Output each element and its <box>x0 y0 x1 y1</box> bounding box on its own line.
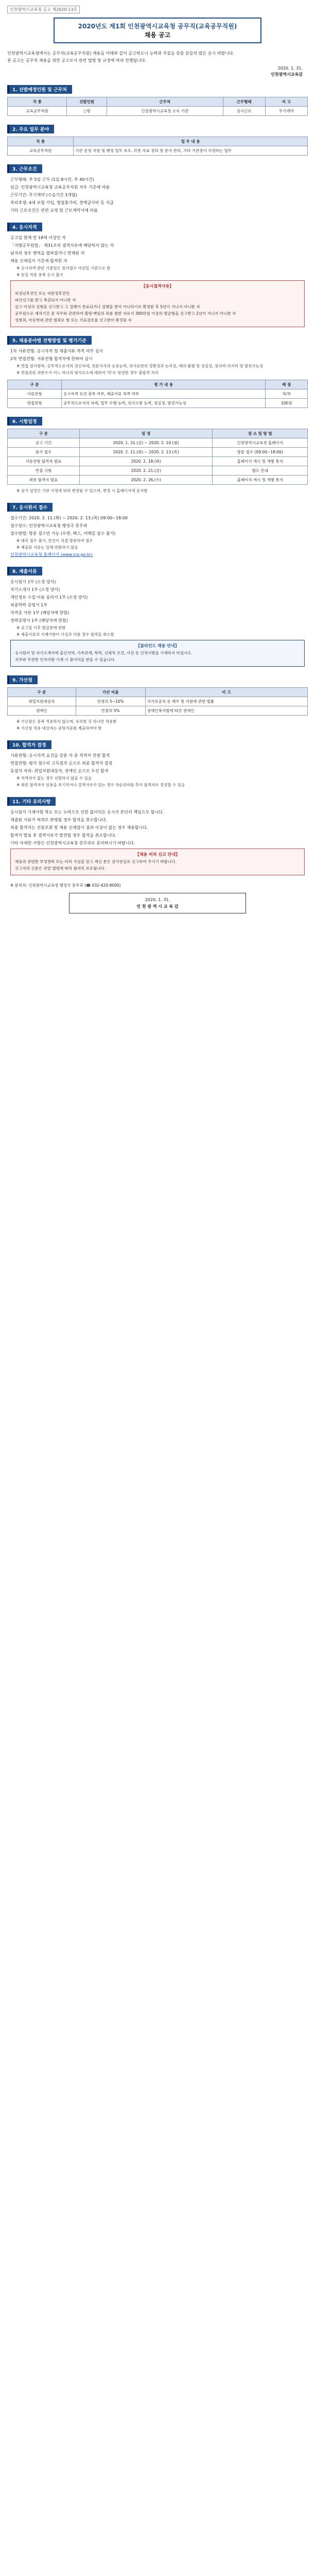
note-line: ※ 가산점은 중복 적용하지 않으며, 유리한 것 하나만 적용함 <box>16 719 117 724</box>
list-item: 2차 면접전형: 서류전형 합격자에 한하여 실시 <box>10 357 93 361</box>
table-header: 구 분 <box>8 688 76 697</box>
section-title: 1. 선발예정인원 및 근무처 <box>7 85 72 94</box>
table-cell: 공고 기간 <box>8 438 80 448</box>
table-header: 업 무 내 용 <box>74 137 308 146</box>
table-header: 가산 비율 <box>76 688 145 697</box>
note-line: ※ 가산점 적용 대상자는 증빙서류를 제출하여야 함 <box>16 726 102 731</box>
box-line: 공무원으로 재직기간 중 직무와 관련하여 횡령·배임의 죄를 범한 자로서 300만원 이상의 벌금형을 선고받고 2년이 지나지 아니한 자 <box>15 311 236 316</box>
schedule-table <box>7 429 308 485</box>
table-row <box>8 448 308 457</box>
note-line: ※ 최종 합격자가 임용을 포기하거나 결격사유가 있는 경우 차순위자를 추가 합격자로 결정할 수 있음 <box>16 783 185 787</box>
box-title: 【블라인드 채용 안내】 <box>136 643 179 648</box>
box-line: 직무와 무관한 인적사항 기재 시 불이익을 받을 수 있습니다. <box>15 657 116 662</box>
section-eligibility <box>7 221 308 327</box>
note-line: ※ 공고일 이후 발급분에 한함 <box>16 625 66 630</box>
note-line: ※ 제출된 서류는 일체 반환하지 않음 <box>16 545 78 550</box>
hiring-quota-table <box>7 97 308 116</box>
table-cell: 국가유공자 등 예우 및 지원에 관한 법률 <box>145 697 307 706</box>
intro-text <box>7 50 308 64</box>
table-cell: 서류전형 <box>8 389 62 399</box>
table-cell: 홈페이지 게시 및 개별 통지 <box>213 476 308 485</box>
section-title: 3. 근무조건 <box>7 164 42 173</box>
signatory: 인 천 광 역 시 교 육 감 <box>136 904 179 909</box>
table-header: 구 분 <box>8 380 62 389</box>
section-title: 11. 기타 유의사항 <box>7 797 56 806</box>
list-item: 경력증명서 1부 (해당자에 한함) <box>10 618 68 623</box>
list-item: 자기소개서 1부 (소정 양식) <box>10 587 60 592</box>
website-link[interactable]: 인천광역시교육청 홈페이지 (www.ice.go.kr) <box>10 552 93 557</box>
table-cell: 만점의 5% <box>76 706 145 716</box>
list-item: 기타 자세한 사항은 인천광역시교육청 총무과로 문의하시기 바랍니다. <box>10 841 135 845</box>
section-title: 5. 채용분야별 전형방법 및 평가기준 <box>7 336 92 345</box>
section-bonus-points <box>7 674 308 732</box>
list-item: 개인정보 수집·이용 동의서 1부 (소정 양식) <box>10 595 88 600</box>
section-final-decision <box>7 739 308 788</box>
list-item: 근무형태: 주 5일 근무 (1일 8시간, 주 40시간) <box>10 177 94 182</box>
list-item: 응시원서 1부 (소정 양식) <box>10 580 56 584</box>
box-line: 채용과 관련한 부정청탁 또는 비리 사실을 알고 계신 분은 감사관실로 신고하여 주시기 바랍니다. <box>15 859 177 864</box>
duties-table <box>7 137 308 156</box>
table-cell: 2020. 2. 11.(화) ~ 2020. 2. 13.(목) <box>79 448 213 457</box>
list-item: 면접전형: 평가 점수의 고득점자 순으로 최종 합격자 결정 <box>10 761 113 766</box>
list-item: 자격증 사본 1부 (해당자에 한함) <box>10 611 69 615</box>
intro-paragraph: 인천광역시교육청에서는 공무직(교육공무직원) 채용을 아래와 같이 공고하오니 능력과 자질을 갖춘 분들의 많은 응시 바랍니다. <box>7 51 235 56</box>
table-cell: 적/부 <box>266 389 308 399</box>
table-row <box>8 438 308 448</box>
table-cell: 무기계약 <box>265 107 307 116</box>
announcement-number: 인천광역시교육청 공고 제2020-13호 <box>7 6 80 13</box>
section-title: 2. 주요 업무 분야 <box>7 125 54 133</box>
closing-date: 2020. 1. 31. <box>145 897 170 902</box>
note-line: ※ 대리 접수 불가, 본인이 직접 방문하여 접수 <box>16 538 93 543</box>
table-cell: 서류전형 합격자 발표 <box>8 457 80 466</box>
announcement-date: 2020. 1. 31. <box>277 66 303 71</box>
section-application <box>7 501 308 558</box>
table-cell: 100점 <box>266 399 308 408</box>
table-header: 장 소 및 방 법 <box>213 429 308 438</box>
list-item: 합격자 발표 후 결격사유가 발견될 경우 합격을 취소합니다. <box>10 833 116 838</box>
note-line: ※ 제출서류의 기재사항이 사실과 다를 경우 합격을 취소함 <box>16 632 114 637</box>
note-line: ※ 면접 평가항목: 공무직으로서의 정신자세, 전문지식과 응용능력, 의사표현의 정확성과 논리성, 예의·품행 및 성실성, 창의력·의지력 및 발전가능성 <box>16 364 264 368</box>
table-header: 비 고 <box>145 688 307 697</box>
bonus-table <box>7 687 308 716</box>
disqualification-box <box>10 280 305 327</box>
list-item: 기타 근로조건은 관련 규정 및 근로계약서에 따름 <box>10 208 98 213</box>
table-cell: 취업지원대상자 <box>8 697 76 706</box>
list-item: 접수기간: 2020. 2. 11.(화) ~ 2020. 2. 13.(목) 09:00~18:00 <box>10 516 128 520</box>
table-cell: 인천광역시교육청 소속 기관 <box>107 107 223 116</box>
list-item: 채용 신체검사 기준에 합격한 자 <box>10 259 67 263</box>
table-cell: 방문 접수 (09:00~18:00) <box>213 448 308 457</box>
box-line: 파산선고를 받고 복권되지 아니한 자 <box>15 298 76 302</box>
box-title: 【응시결격사유】 <box>141 284 174 289</box>
box-line: 성범죄, 아동학대 관련 범죄로 형 또는 치료감호를 선고받아 확정된 자 <box>15 318 132 323</box>
table-cell: 교육공무직원 <box>8 107 67 116</box>
section-documents <box>7 565 308 667</box>
note-line: ※ 적격자가 없는 경우 선발하지 않을 수 있음 <box>16 776 92 781</box>
table-cell: 기관 운영 지원 및 행정 업무 보조, 각종 자료 정리 및 문서 관리, 기타 기관장이 지정하는 업무 <box>74 146 308 156</box>
section-notes <box>7 795 308 875</box>
list-item: 남자의 경우 병역을 필하였거나 면제된 자 <box>10 251 85 256</box>
table-row <box>8 476 308 485</box>
intro-paragraph: 본 공고는 공무직 채용을 위한 공고로서 관련 법령 및 규정에 따라 진행됩니다. <box>7 58 147 63</box>
table-cell: 2020. 2. 26.(수) <box>79 476 213 485</box>
table-cell: ○명 <box>67 107 107 116</box>
table-row <box>8 466 308 476</box>
table-cell: 2020. 1. 31.(금) ~ 2020. 2. 10.(월) <box>79 438 213 448</box>
signature-box <box>69 893 246 913</box>
table-cell: 홈페이지 게시 및 개별 통지 <box>213 457 308 466</box>
table-cell: 만점의 5~10% <box>76 697 145 706</box>
table-row <box>8 107 308 116</box>
table-header: 일 정 <box>79 429 213 438</box>
note-line: ※ 동일 직종 중복 응시 불가 <box>16 273 63 277</box>
table-cell: 별도 안내 <box>213 466 308 476</box>
issuing-agency: 인천광역시교육감 <box>271 72 303 77</box>
list-item: 접수방법: 방문 접수만 가능 (우편, 팩스, 이메일 접수 불가) <box>10 531 116 536</box>
table-cell: 상시근로 <box>223 107 265 116</box>
box-title: 【채용 비리 신고 안내】 <box>135 852 180 857</box>
table-header: 직 종 <box>8 97 67 107</box>
table-row <box>8 697 308 706</box>
report-box <box>10 849 305 875</box>
table-header: 비 고 <box>265 97 307 107</box>
list-item: 서류전형: 응시자격 요건을 갖춘 자 중 적격자 전원 합격 <box>10 753 110 758</box>
title-line-2: 채용 공고 <box>144 31 171 39</box>
section-title: 6. 시험일정 <box>7 417 42 426</box>
table-header: 직 종 <box>8 137 74 146</box>
section-title: 8. 제출서류 <box>7 567 42 575</box>
table-cell: 면접 시험 <box>8 466 80 476</box>
table-cell: 2020. 2. 18.(화) <box>79 457 213 466</box>
list-item: 근무기간: 무기계약 (수습기간 3개월) <box>10 193 77 197</box>
section-title: 10. 합격자 결정 <box>7 740 51 749</box>
table-cell: 장애인복지법에 따른 장애인 <box>145 706 307 716</box>
list-item: 제출된 서류가 허위로 판명될 경우 합격을 취소합니다. <box>10 818 107 822</box>
table-header: 구 분 <box>8 429 80 438</box>
box-line: 신고자의 신분은 관련 법령에 따라 철저히 보호됩니다. <box>15 866 106 871</box>
section-hiring-quota <box>7 83 308 116</box>
section-schedule <box>7 415 308 494</box>
table-cell: 교육공무직원 <box>8 146 74 156</box>
note-line: ※ 응시자격 판단 기준일은 원서접수 마감일 기준으로 함 <box>16 266 111 270</box>
blind-hiring-box <box>10 640 305 667</box>
list-item: 「지방공무원법」 제31조의 결격사유에 해당하지 않는 자 <box>10 243 114 248</box>
list-item: 공고일 현재 만 18세 이상인 자 <box>10 235 66 240</box>
table-cell: 공무직으로서의 자세, 업무 수행 능력, 의사소통 능력, 성실성, 발전가능성 <box>61 399 265 408</box>
table-header: 근무형태 <box>223 97 265 107</box>
title-line-1: 2020년도 제1회 인천광역시교육청 공무직(교육공무직원) <box>78 23 237 30</box>
list-item: 1차 서류전형: 응시자격 및 제출서류 적격 여부 심사 <box>10 349 103 353</box>
table-header: 근무처 <box>107 97 223 107</box>
section-title: 7. 응시원서 접수 <box>7 503 52 512</box>
document-title-box <box>54 18 261 43</box>
list-item: 동점자 처리: 취업지원대상자, 장애인 순으로 우선 합격 <box>10 769 109 773</box>
table-cell: 인천광역시교육청 홈페이지 <box>213 438 308 448</box>
section-title: 9. 가산점 <box>7 675 38 684</box>
table-row <box>8 389 308 399</box>
note-line: ※ 면접위원 과반수가 어느 하나의 평가요소에 대하여 '하'로 평정한 경우 불합격 처리 <box>16 370 159 375</box>
table-row <box>8 457 308 466</box>
table-cell: 최종 합격자 발표 <box>8 476 80 485</box>
note-line: ※ 상기 일정은 기관 사정에 따라 변경될 수 있으며, 변경 시 홈페이지에 공지함 <box>16 488 148 493</box>
list-item: 복리후생: 4대 보험 가입, 명절휴가비, 정액급식비 등 지급 <box>10 200 114 205</box>
section-title: 4. 응시자격 <box>7 223 42 231</box>
table-cell: 원서 접수 <box>8 448 80 457</box>
table-cell: 2020. 2. 21.(금) <box>79 466 213 476</box>
table-header: 배 점 <box>266 380 308 389</box>
list-item: 임금: 인천광역시교육청 교육공무직원 처우 기준에 따름 <box>10 185 110 190</box>
table-cell: 응시자격 요건 충족 여부, 제출서류 적격 여부 <box>61 389 265 399</box>
table-header: 선발인원 <box>67 97 107 107</box>
section-selection-method <box>7 334 308 408</box>
table-cell: 장애인 <box>8 706 76 716</box>
table-header: 평 가 내 용 <box>61 380 265 389</box>
list-item: 접수장소: 인천광역시교육청 행정국 총무과 <box>10 523 87 528</box>
box-line: 응시원서 및 자기소개서에 출신지역, 가족관계, 학력, 신체적 조건, 사진 등 인적사항을 기재하지 마십시오. <box>15 651 192 655</box>
section-work-conditions <box>7 163 308 214</box>
box-line: 피성년후견인 또는 피한정후견인 <box>15 291 70 296</box>
table-cell: 면접전형 <box>8 399 62 408</box>
section-main-duties <box>7 123 308 156</box>
evaluation-table <box>7 380 308 408</box>
list-item: 최종 합격자는 신원조회 및 채용 신체검사 결과 이상이 없는 경우 채용합니다. <box>10 825 148 830</box>
list-item: 최종학력 증명서 1부 <box>10 603 47 607</box>
table-row <box>8 399 308 408</box>
box-line: 금고 이상의 실형을 선고받고 그 집행이 종료되거나 집행을 받지 아니하기로 확정된 후 5년이 지나지 아니한 자 <box>15 304 200 309</box>
list-item: 응시원서 기재사항 착오 또는 누락으로 인한 불이익은 응시자 본인의 책임으로 합니다. <box>10 810 164 815</box>
table-row <box>8 146 308 156</box>
contact-info: ※ 문의처: 인천광역시교육청 행정국 총무과 (☎ 032-420-8000) <box>10 883 121 888</box>
table-row <box>8 706 308 716</box>
